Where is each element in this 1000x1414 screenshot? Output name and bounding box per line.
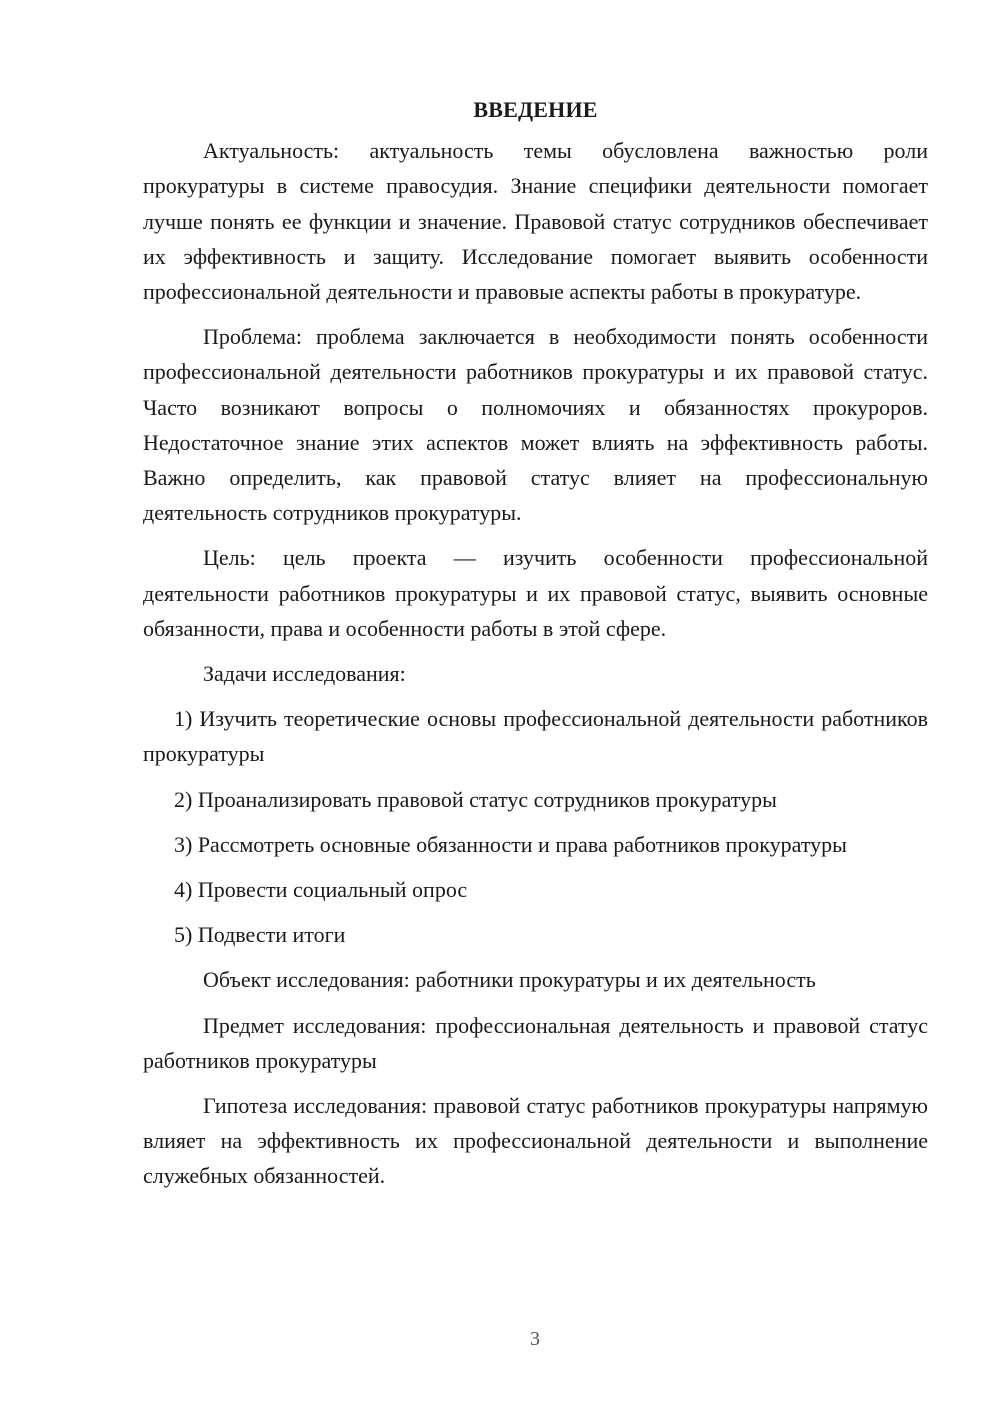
relevance-paragraph: Актуальность: актуальность темы обусловлена важностью роли прокуратуры в системе правосудия. Знание специфики деятельности помогает лучше понять ее функции и значение. Правовой статус сотрудников обеспечивает их эффективность и защиту. Исследование помогает выявить особенности профессиональной деятельности и правовые аспекты работы в прокуратуре. [143, 138, 928, 305]
goal-paragraph: Цель: цель проекта — изучить особенности профессиональной деятельности работников прокуратуры и их правовой статус, выявить основные обязанности, права и особенности работы в этой сфере. [143, 545, 928, 641]
task-item: 4) Провести социальный опрос [174, 877, 468, 903]
tasks-heading: Задачи исследования: [203, 661, 406, 687]
page-number: 3 [530, 1328, 540, 1350]
task-item: 5) Подвести итоги [174, 922, 346, 948]
task-item: 1) Изучить теоретические основы профессиональной деятельности работников прокуратуры [143, 706, 928, 767]
document-page [143, 92, 928, 1204]
task-item: 3) Рассмотреть основные обязанности и права работников прокуратуры [174, 831, 847, 857]
hypothesis-paragraph: Гипотеза исследования: правовой статус работников прокуратуры напрямую влияет на эффективность их профессиональной деятельности и выполнение служебных обязанностей. [143, 1093, 928, 1189]
task-item: 2) Проанализировать правовой статус сотрудников прокуратуры [174, 786, 777, 812]
page-title: ВВЕДЕНИЕ [473, 97, 598, 122]
object-paragraph: Объект исследования: работники прокуратуры и их деятельность [203, 967, 816, 993]
subject-paragraph: Предмет исследования: профессиональная деятельность и правовой статус работников прокуратуры [143, 1012, 928, 1073]
problem-paragraph: Проблема: проблема заключается в необходимости понять особенности профессиональной деятельности работников прокуратуры и их правовой статус. Часто возникают вопросы о полномочиях и обязанностях прокуроров. Недостаточное знание этих аспектов может влиять на эффективность работы. Важно определить, как правовой статус влияет на профессиональную деятельность сотрудников прокуратуры. [143, 324, 928, 526]
